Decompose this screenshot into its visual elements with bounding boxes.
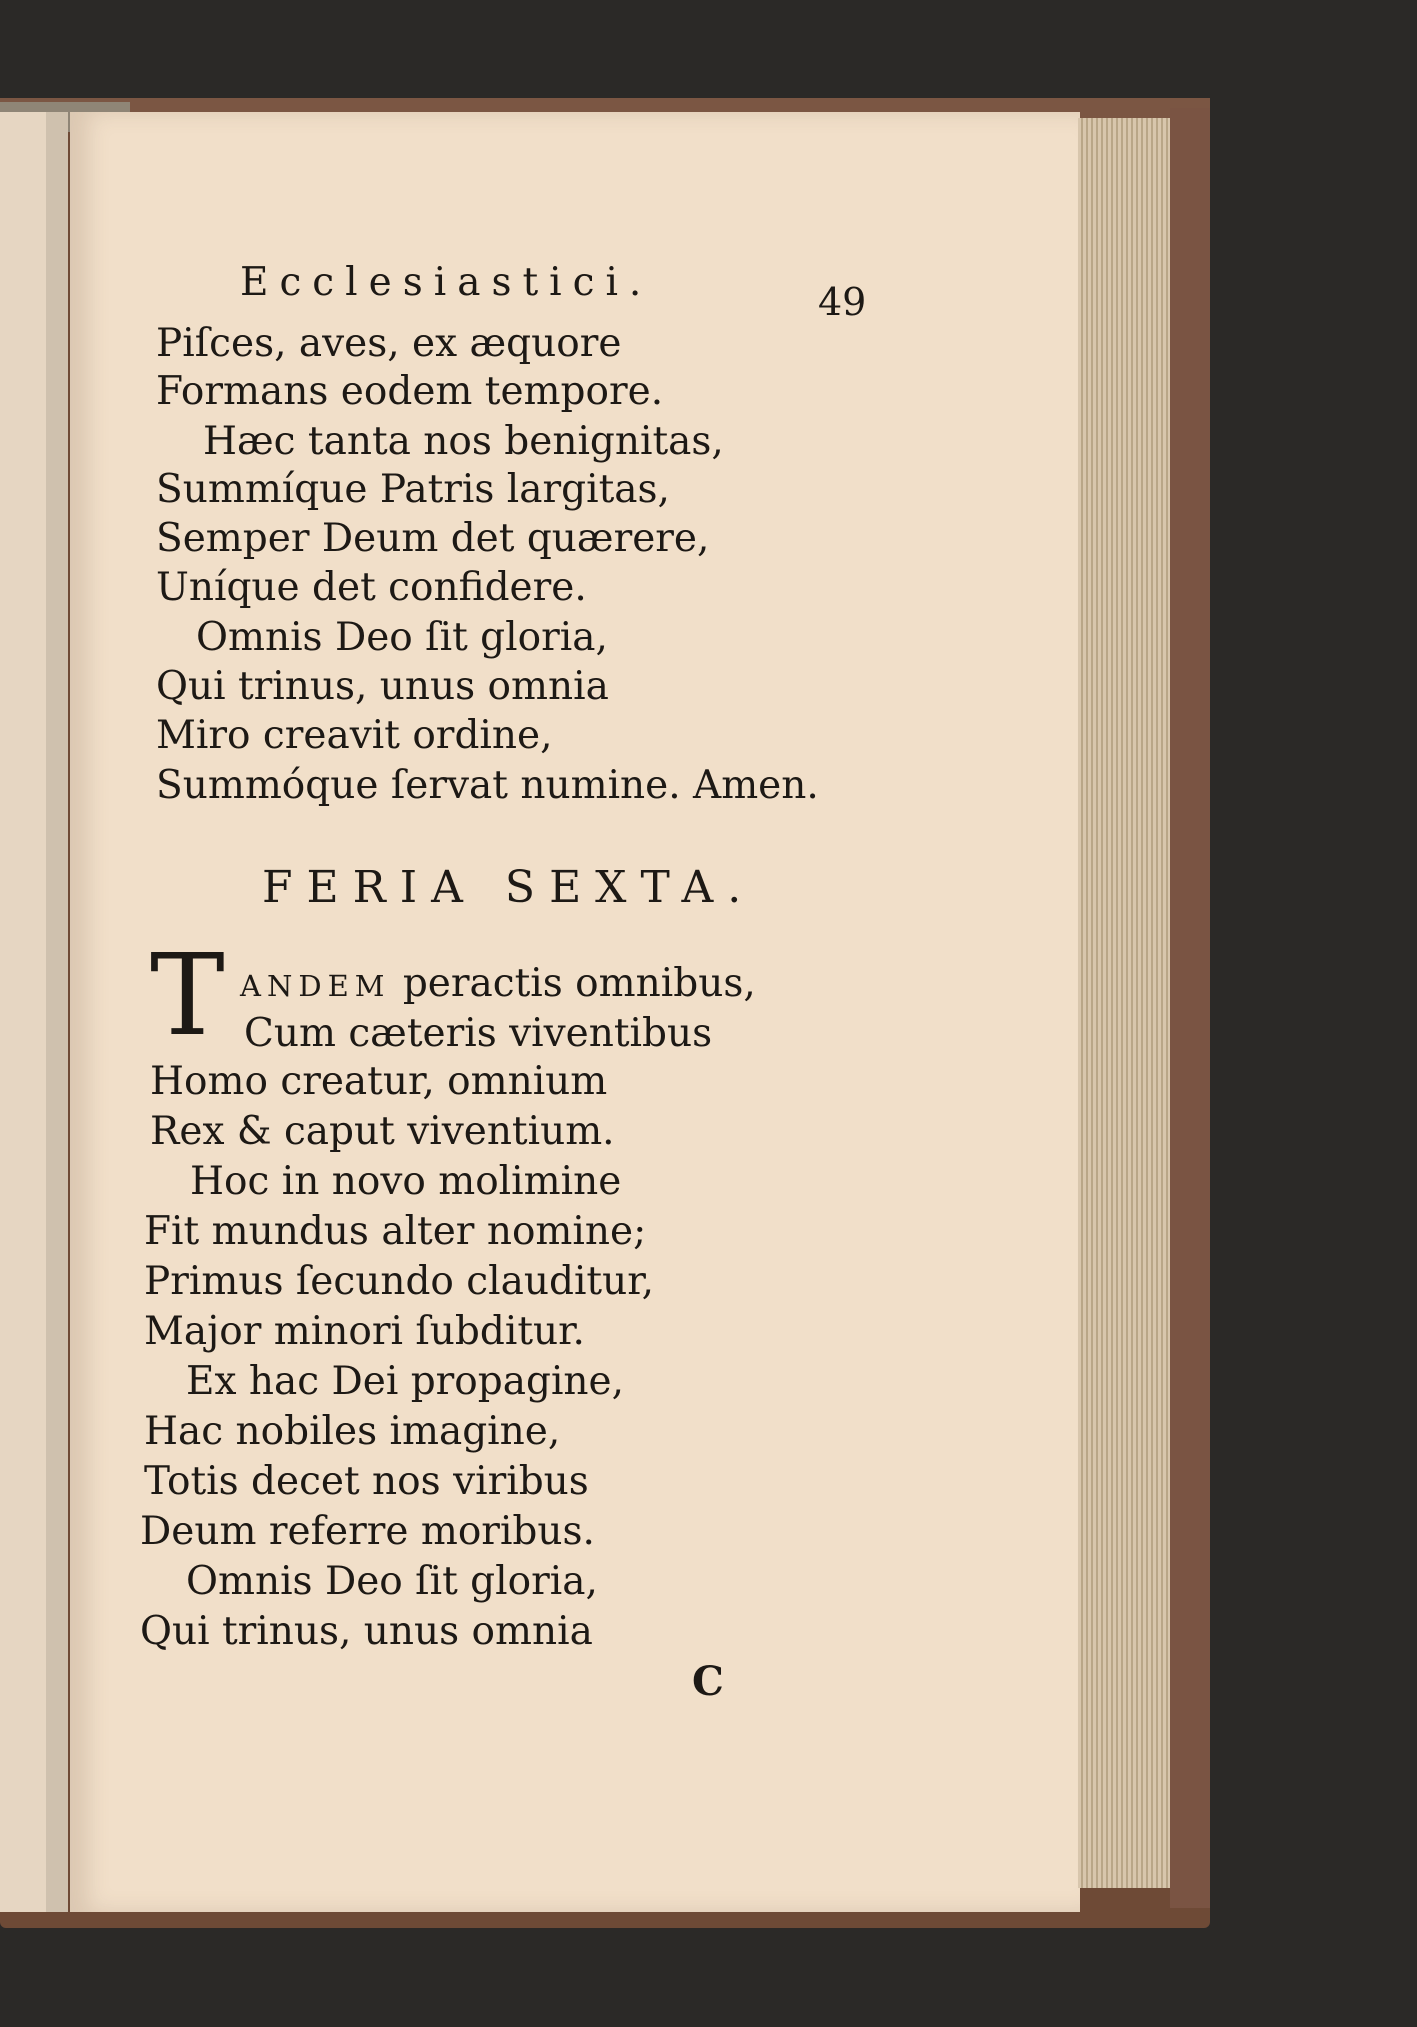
verse-line: Semper Deum det quærere, bbox=[156, 516, 710, 561]
drop-cap: T bbox=[150, 931, 225, 1061]
verse-line: Miro creavit ordine, bbox=[156, 713, 553, 758]
hymn-first-line bbox=[240, 962, 756, 1008]
hymn-line: Hac nobiles imagine, bbox=[144, 1409, 561, 1454]
hymn-line: Cum cæteris viventibus bbox=[244, 1011, 713, 1056]
verse-line: Summíque Patris largitas, bbox=[156, 467, 670, 512]
hymn-line: Hoc in novo molimine bbox=[190, 1159, 622, 1204]
hymn-line: Deum referre moribus. bbox=[140, 1509, 595, 1554]
hymn-line: Rex & caput viventium. bbox=[150, 1109, 615, 1154]
verse-line: Formans eodem tempore. bbox=[156, 369, 664, 414]
hymn-line: Qui trinus, unus omnia bbox=[140, 1609, 593, 1654]
verse-line: Qui trinus, unus omnia bbox=[156, 664, 609, 709]
first-word-smallcaps: ANDEM bbox=[240, 969, 391, 1003]
running-head: Ecclesiastici. bbox=[240, 260, 653, 305]
first-line-rest: peractis omnibus, bbox=[402, 961, 756, 1006]
hymn-line: Omnis Deo ſit gloria, bbox=[186, 1559, 598, 1604]
verse-line: Omnis Deo ſit gloria, bbox=[196, 615, 608, 660]
hymn-line: Major minori ſubditur. bbox=[144, 1309, 585, 1354]
hymn-line: Primus ſecundo clauditur, bbox=[144, 1259, 654, 1304]
signature-mark: C bbox=[692, 1658, 724, 1705]
hymn-line: Ex hac Dei propagine, bbox=[186, 1359, 625, 1404]
verse-line: Hæc tanta nos benignitas, bbox=[203, 419, 724, 464]
verse-line: Piſces, aves, ex æquore bbox=[156, 321, 622, 366]
hymn-line: Totis decet nos viribus bbox=[144, 1459, 589, 1504]
hymn-line: Homo creatur, omnium bbox=[150, 1059, 608, 1104]
section-title: FERIA SEXTA. bbox=[262, 862, 756, 913]
hymn-line: Fit mundus alter nomine; bbox=[144, 1209, 647, 1254]
verse-line: Summóque ſervat numine. Amen. bbox=[156, 763, 819, 808]
verse-line: Uníque det confidere. bbox=[156, 565, 587, 610]
page-number: 49 bbox=[818, 280, 867, 324]
